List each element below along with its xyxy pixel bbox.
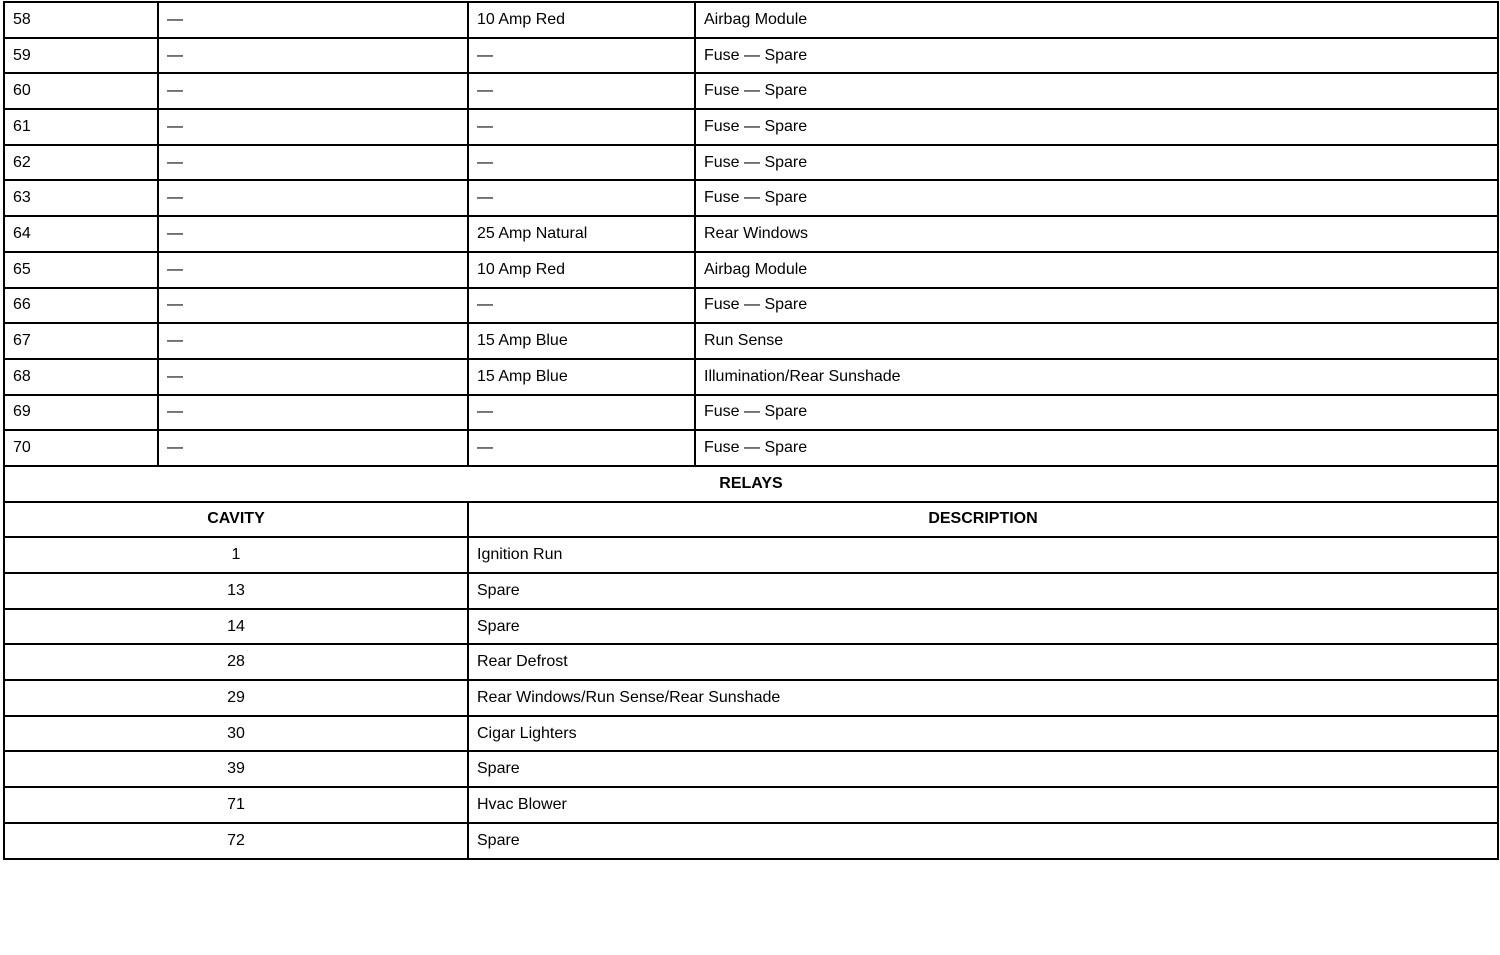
- table-row: [4, 430, 1498, 466]
- fuse-description-cell: Fuse — Spare: [695, 288, 1498, 324]
- relay-description-cell: Cigar Lighters: [468, 716, 1498, 752]
- fuse-description-cell: Fuse — Spare: [695, 395, 1498, 431]
- relays-header-cavity: CAVITY: [4, 502, 468, 538]
- fuse-cavity-cell: 66: [4, 288, 158, 324]
- fuse-rating-cell: 10 Amp Red: [468, 2, 695, 38]
- fuse-cavity-cell: 59: [4, 38, 158, 74]
- relay-description-cell: Spare: [468, 823, 1498, 859]
- fuse-description-cell: Rear Windows: [695, 216, 1498, 252]
- relays-title-row: [4, 466, 1498, 502]
- fuse-col2-cell: —: [158, 252, 468, 288]
- fuse-cavity-cell: 63: [4, 180, 158, 216]
- fuse-rating-cell: —: [468, 395, 695, 431]
- relay-cavity-cell: 14: [4, 609, 468, 645]
- table-row: [4, 145, 1498, 181]
- table-row: [4, 38, 1498, 74]
- relay-description-cell: Ignition Run: [468, 537, 1498, 573]
- relay-cavity-cell: 28: [4, 644, 468, 680]
- table-row: [4, 359, 1498, 395]
- fuse-description-cell: Run Sense: [695, 323, 1498, 359]
- fuse-col2-cell: —: [158, 180, 468, 216]
- relay-cavity-cell: 30: [4, 716, 468, 752]
- table-row: [4, 787, 1498, 823]
- fuse-cavity-cell: 69: [4, 395, 158, 431]
- fuse-rating-cell: —: [468, 109, 695, 145]
- relay-description-cell: Spare: [468, 751, 1498, 787]
- fuse-cavity-cell: 70: [4, 430, 158, 466]
- table-row: [4, 109, 1498, 145]
- table-row: [4, 395, 1498, 431]
- fuse-cavity-cell: 67: [4, 323, 158, 359]
- fuse-rating-cell: 15 Amp Blue: [468, 359, 695, 395]
- fuse-rating-cell: —: [468, 288, 695, 324]
- fuse-rating-cell: —: [468, 145, 695, 181]
- fuse-description-cell: Airbag Module: [695, 252, 1498, 288]
- fuse-cavity-cell: 61: [4, 109, 158, 145]
- relay-description-cell: Spare: [468, 609, 1498, 645]
- relays-section: [4, 466, 1498, 537]
- fuse-col2-cell: —: [158, 288, 468, 324]
- relays-header-description: DESCRIPTION: [468, 502, 1498, 538]
- fuse-cavity-cell: 68: [4, 359, 158, 395]
- fuse-description-cell: Fuse — Spare: [695, 109, 1498, 145]
- fuse-description-cell: Fuse — Spare: [695, 145, 1498, 181]
- fuse-rating-cell: 10 Amp Red: [468, 252, 695, 288]
- table-row: [4, 288, 1498, 324]
- table-row: [4, 716, 1498, 752]
- fuse-relay-table: [3, 1, 1499, 860]
- fuse-rating-cell: 25 Amp Natural: [468, 216, 695, 252]
- fuse-col2-cell: —: [158, 430, 468, 466]
- fuse-rating-cell: —: [468, 430, 695, 466]
- fuse-rating-cell: 15 Amp Blue: [468, 323, 695, 359]
- relay-cavity-cell: 29: [4, 680, 468, 716]
- fuse-col2-cell: —: [158, 145, 468, 181]
- relay-description-cell: Rear Windows/Run Sense/Rear Sunshade: [468, 680, 1498, 716]
- table-row: [4, 609, 1498, 645]
- relay-description-cell: Hvac Blower: [468, 787, 1498, 823]
- fuse-rating-cell: —: [468, 38, 695, 74]
- table-row: [4, 323, 1498, 359]
- fuse-col2-cell: —: [158, 359, 468, 395]
- relays-title: RELAYS: [4, 466, 1498, 502]
- fuse-cavity-cell: 60: [4, 73, 158, 109]
- table-row: [4, 252, 1498, 288]
- fuse-col2-cell: —: [158, 109, 468, 145]
- relay-cavity-cell: 72: [4, 823, 468, 859]
- fuse-rows: [4, 2, 1498, 466]
- relay-cavity-cell: 71: [4, 787, 468, 823]
- table-row: [4, 751, 1498, 787]
- relay-cavity-cell: 39: [4, 751, 468, 787]
- fuse-description-cell: Fuse — Spare: [695, 38, 1498, 74]
- fuse-description-cell: Fuse — Spare: [695, 180, 1498, 216]
- fuse-description-cell: Fuse — Spare: [695, 73, 1498, 109]
- fuse-cavity-cell: 64: [4, 216, 158, 252]
- table-row: [4, 573, 1498, 609]
- fuse-cavity-cell: 62: [4, 145, 158, 181]
- fuse-rating-cell: —: [468, 73, 695, 109]
- fuse-col2-cell: —: [158, 73, 468, 109]
- table-row: [4, 2, 1498, 38]
- table-row: [4, 680, 1498, 716]
- fuse-cavity-cell: 65: [4, 252, 158, 288]
- table-row: [4, 644, 1498, 680]
- fuse-description-cell: Airbag Module: [695, 2, 1498, 38]
- relay-description-cell: Spare: [468, 573, 1498, 609]
- table-row: [4, 216, 1498, 252]
- relay-cavity-cell: 1: [4, 537, 468, 573]
- table-row: [4, 180, 1498, 216]
- fuse-rating-cell: —: [468, 180, 695, 216]
- fuse-col2-cell: —: [158, 216, 468, 252]
- fuse-col2-cell: —: [158, 323, 468, 359]
- table-row: [4, 823, 1498, 859]
- relay-cavity-cell: 13: [4, 573, 468, 609]
- fuse-cavity-cell: 58: [4, 2, 158, 38]
- table-row: [4, 73, 1498, 109]
- relays-header-row: [4, 502, 1498, 538]
- fuse-description-cell: Illumination/Rear Sunshade: [695, 359, 1498, 395]
- fuse-col2-cell: —: [158, 395, 468, 431]
- fuse-col2-cell: —: [158, 2, 468, 38]
- relay-rows: [4, 537, 1498, 858]
- fuse-col2-cell: —: [158, 38, 468, 74]
- fuse-description-cell: Fuse — Spare: [695, 430, 1498, 466]
- relay-description-cell: Rear Defrost: [468, 644, 1498, 680]
- table-row: [4, 537, 1498, 573]
